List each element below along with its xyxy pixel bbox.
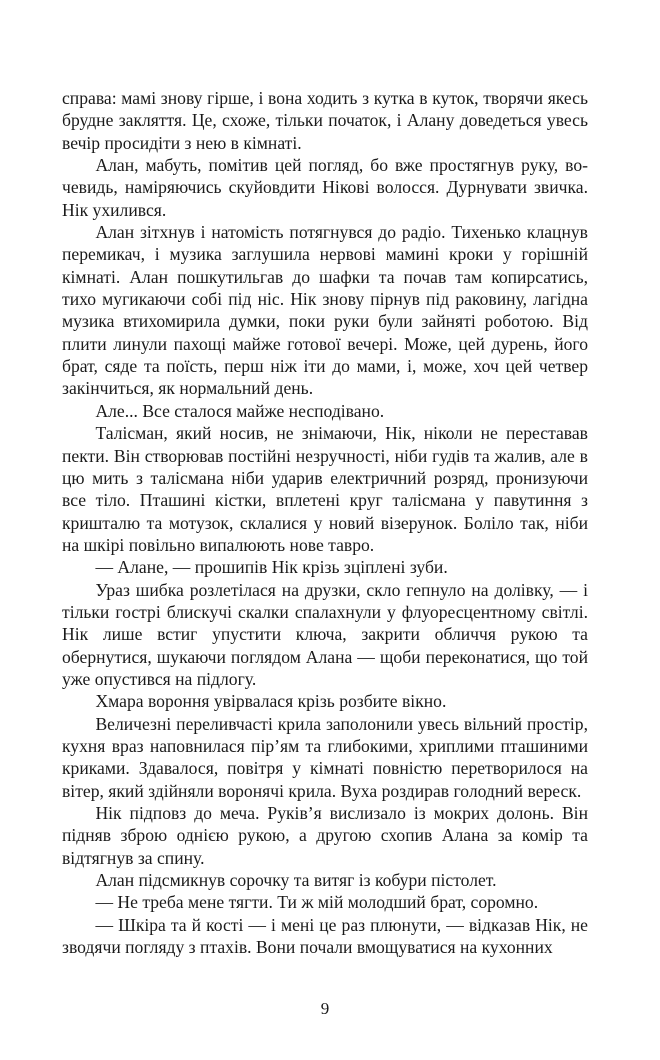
paragraph: Нік підповз до меча. Руків’я вислизало із мокрих долонь. Він підняв зброю однією рукою, а другою схопив Алана за комір та відтягнув за спину. (62, 803, 588, 868)
paragraph: Хмара вороння увірвалася крізь розбите вікно. (95, 691, 447, 712)
paragraph: Але... Все сталося майже несподівано. (95, 400, 385, 421)
paragraph: Алан, мабуть, помітив цей погляд, бо вже простягнув руку, вочевидь, наміряючись скуйовдити Нікові волосся. Дурнувати звичка. Нік ухилився. (62, 155, 588, 220)
paragraph: Алан підсмикнув сорочку та витяг із кобури пістолет. (95, 870, 497, 891)
paragraph: — Шкіра та й кості — і мені це раз плюнути, — відказав Нік, не зводячи погляду з птахів. Вони почали вмощуватися на кухонних (62, 914, 588, 958)
paragraph: Алан зітхнув і натомість потягнувся до радіо. Тихенько клацнув перемикач, і музика заглушила нервові мамині кроки у горішній кімнаті. Алан пошкутильгав до шафки та почав там копирсатись, тихо мугикаючи собі під ніс. Нік знову пірнув під раковину, лагідна музика втихомирила думки, поки руки були зайняті роботою. Від плити линули пахощі майже готової вечері. Може, цей дурень, його брат, сяде та поїсть, перш ніж іти до мами, і, може, хоч цей четвер закінчиться, як нормальний день. (62, 222, 588, 399)
page-number: 9 (320, 999, 330, 1019)
paragraph: справа: мамі знову гірше, і вона ходить з кутка в куток, творячи якесь брудне закляття. Це, схоже, тільки початок, і Алану доведеться увесь вечір просидіти з нею в кімнаті. (62, 88, 588, 153)
page-body (62, 87, 588, 958)
paragraph: Величезні переливчасті крила заполонили увесь вільний простір, кухня враз наповнилася пір’ям та глибокими, хриплими пташиними криками. Здавалося, повітря у кімнаті повністю перетворилося на вітер, який здійняли воронячі крила. Вуха роздирав голодний вереск. (62, 713, 588, 801)
paragraph: — Не треба мене тягти. Ти ж мій молодший брат, соромно. (95, 892, 539, 913)
paragraph: Талісман, який носив, не знімаючи, Нік, ніколи не переставав пекти. Він створював постійні незручності, ніби гудів та жалив, але в цю мить з талісмана ніби ударив електричний розряд, пронизуючи все тіло. Пташині кістки, вплетені круг талісмана у павутиння з кришталю та мотузок, склалися у новий візерунок. Боліло так, ніби на шкірі повільно випалюють нове тавро. (62, 423, 588, 555)
paragraph: — Алане, — прошипів Нік крізь зціплені зуби. (95, 557, 448, 578)
paragraph: Ураз шибка розлетілася на друзки, скло гепнуло на долівку, — і тільки гострі блискучі скалки спалахнули у флуоресцентному світлі. Нік лише встиг упустити ключа, закрити обличчя рукою та обернутися, шукаючи поглядом Алана — щоби переконатися, що той уже опустився на підлогу. (62, 579, 588, 689)
